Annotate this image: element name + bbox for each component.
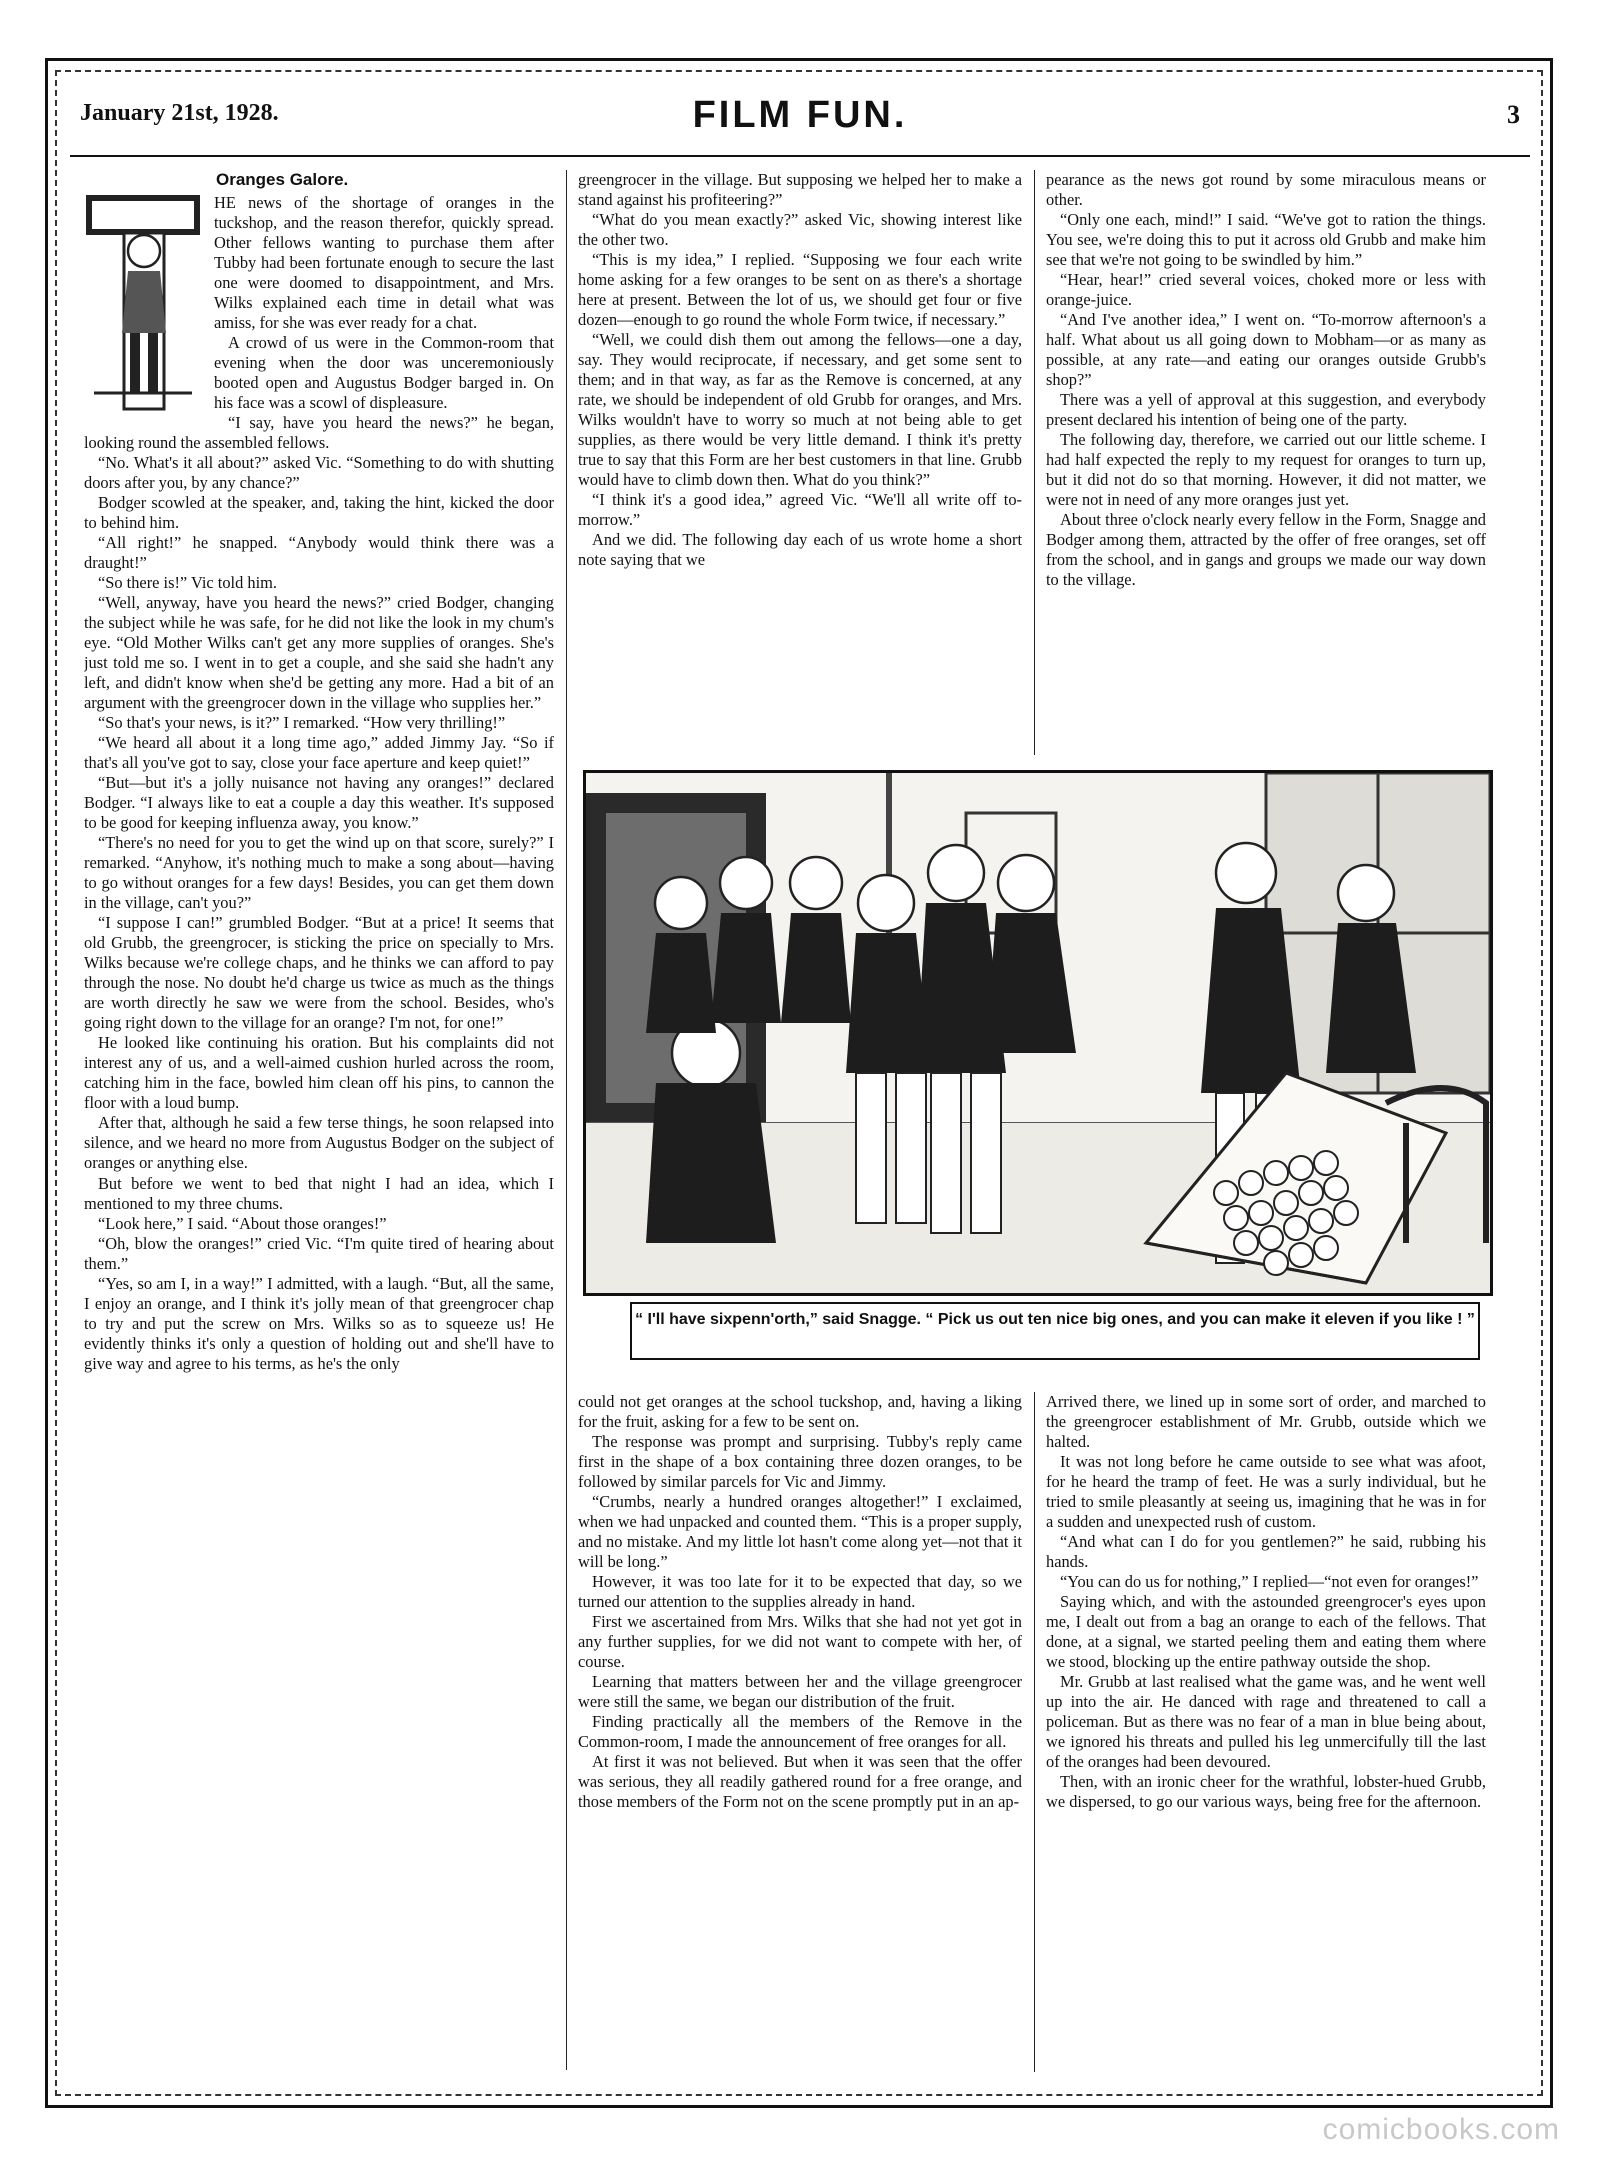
- paragraph: It was not long before he came outside to see what was afoot, for he heard the tramp of feet. He was a surly individual, but he tried to smile pleasantly at seeing us, imagining that he was in for a sudden and unexpected rush of custom.: [1046, 1452, 1486, 1532]
- publication-title: FILM FUN.: [692, 94, 908, 136]
- story-illustration: [583, 770, 1493, 1296]
- paragraph: “No. What's it all about?” asked Vic. “Something to do with shutting doors after you, by any chance?”: [84, 452, 554, 492]
- paragraph: “Look here,” I said. “About those oranges!”: [98, 1213, 387, 1233]
- paragraph: Saying which, and with the astounded greengrocer's eyes upon me, I dealt out from a bag an orange to each of the fellows. That done, at a signal, we started peeling them and eating them where we stood, blocking up the entire pathway outside the shop.: [1046, 1592, 1486, 1672]
- masthead-rule: [70, 155, 1530, 157]
- paragraph: About three o'clock nearly every fellow in the Form, Snagge and Bodger among them, attracted by the offer of free oranges, set off from the school, and in gangs and groups we made our way down to the village.: [1046, 510, 1486, 590]
- site-watermark: comicbooks.com: [1322, 2113, 1560, 2146]
- paragraph: “What do you mean exactly?” asked Vic, showing interest like the other two.: [578, 210, 1022, 250]
- issue-date: January 21st, 1928.: [80, 100, 279, 126]
- paragraph: “All right!” he snapped. “Anybody would think there was a draught!”: [84, 533, 554, 573]
- story-column-2: [578, 170, 1022, 755]
- paragraph: However, it was too late for it to be expected that day, so we turned our attention to the supplies already in hand.: [578, 1572, 1022, 1612]
- paragraph: At first it was not believed. But when it was seen that the offer was serious, they all readily gathered round for a free orange, and those members of the Form not on the scene promptly put in an ap-: [578, 1752, 1022, 1812]
- illustration-drawing: [586, 773, 1490, 1293]
- paragraph: HE news of the shortage of oranges in the tuckshop, and the reason therefor, quickly spread. Other fellows wanting to purchase them after Tubby had been fortunate enough to secure the last one were doomed to disappointment, and Mrs. Wilks explained each time in detail what was amiss, for she was ever ready for a chat.: [214, 192, 554, 332]
- column-divider: [1034, 170, 1035, 755]
- paragraph: “And what can I do for you gentlemen?” he said, rubbing his hands.: [1046, 1532, 1486, 1572]
- paragraph: A crowd of us were in the Common-room that evening when the door was unceremoniously booted open and Augustus Bodger barged in. On his face was a scowl of displeasure.: [214, 332, 554, 412]
- paragraph: “Yes, so am I, in a way!” I admitted, with a laugh. “But, all the same, I enjoy an orange, and I think it's jolly mean of that greengrocer chap to try and put the screw on Mrs. Wilks so as to squeeze us! He evidently thinks it's only a question of holding out and she'll have to give way and agree to his terms, as he's the only: [84, 1273, 554, 1373]
- illustration-caption: “ I'll have sixpenn'orth,” said Snagge. “ Pick us out ten nice big ones, and you can make it eleven if you like ! ”: [630, 1302, 1480, 1360]
- story-column-1: [84, 170, 554, 2070]
- paragraph: Then, with an ironic cheer for the wrathful, lobster-hued Grubb, we dispersed, to go our various ways, being free for the afternoon.: [1046, 1772, 1486, 1812]
- paragraph: Bodger scowled at the speaker, and, taking the hint, kicked the door to behind him.: [84, 492, 554, 532]
- paragraph: First we ascertained from Mrs. Wilks that she had not yet got in any further supplies, for we did not want to compete with her, of course.: [578, 1612, 1022, 1672]
- paragraph: “Hear, hear!” cried several voices, choked more or less with orange-juice.: [1046, 270, 1486, 310]
- paragraph: “I say, have you heard the news?” he began, looking round the assembled fellows.: [84, 412, 554, 452]
- story-column-4: [578, 1392, 1022, 2072]
- paragraph: “Oh, blow the oranges!” cried Vic. “I'm quite tired of hearing about them.”: [84, 1233, 554, 1273]
- paragraph: But before we went to bed that night I had an idea, which I mentioned to my three chums.: [84, 1173, 554, 1213]
- dropcap-t-illustration: [84, 193, 202, 411]
- paragraph: “So that's your news, is it?” I remarked. “How very thrilling!”: [98, 713, 506, 733]
- column-divider: [566, 170, 567, 2070]
- page-number: 3: [1507, 100, 1520, 129]
- paragraph: Finding practically all the members of the Remove in the Common-room, I made the announcement of free oranges for all.: [578, 1712, 1022, 1752]
- paragraph: could not get oranges at the school tuckshop, and, having a liking for the fruit, asking for a few to be sent on.: [578, 1392, 1022, 1432]
- masthead: [80, 94, 1520, 140]
- paragraph: pearance as the news got round by some miraculous means or other.: [1046, 170, 1486, 210]
- paragraph: “I suppose I can!” grumbled Bodger. “But at a price! It seems that old Grubb, the greengrocer, is sticking the price on specially to Mrs. Wilks because we're college chaps, and he thinks we can afford to pay through the nose. No doubt he'd charge us twice as much as the things are worth directly he saw we were from the school. Besides, who's going right down to the village for an orange? I'm not, for one!”: [84, 913, 554, 1033]
- story-column-3: [1046, 170, 1486, 755]
- paragraph: There was a yell of approval at this suggestion, and everybody present declared his intention of being one of the party.: [1046, 390, 1486, 430]
- paragraph: Mr. Grubb at last realised what the game was, and he went well up into the air. He danced with rage and threatened to call a policeman. But as there was no fear of a man in blue being about, we ignored his threats and pulled his leg unmercifully till the last of the oranges had been devoured.: [1046, 1672, 1486, 1772]
- paragraph: He looked like continuing his oration. But his complaints did not interest any of us, and a well-aimed cushion hurled across the room, catching him in the face, bowled him clean off his pins, to cannon the floor with a loud bump.: [84, 1033, 554, 1113]
- paragraph: Learning that matters between her and the village greengrocer were still the same, we began our distribution of the fruit.: [578, 1672, 1022, 1712]
- paragraph: “We heard all about it a long time ago,” added Jimmy Jay. “So if that's all you've got to say, close your face aperture and keep quiet!”: [84, 733, 554, 773]
- paragraph: “This is my idea,” I replied. “Supposing we four each write home asking for a few oranges to be sent on as there's a shortage here at present. Between the lot of us, we should get four or five dozen—enough to go round the whole Form twice, if necessary.”: [578, 250, 1022, 330]
- paragraph: “You can do us for nothing,” I replied—“not even for oranges!”: [1060, 1572, 1479, 1592]
- paragraph: After that, although he said a few terse things, he soon relapsed into silence, and we heard no more from Augustus Bodger on the subject of oranges or anything else.: [84, 1113, 554, 1173]
- paragraph: “Only one each, mind!” I said. “We've got to ration the things. You see, we're doing this to put it across old Grubb and make him see that we're not going to be swindled by him.”: [1046, 210, 1486, 270]
- paragraph: Arrived there, we lined up in some sort of order, and marched to the greengrocer establishment of Mr. Grubb, outside which we halted.: [1046, 1392, 1486, 1452]
- column-divider: [1034, 1392, 1035, 2072]
- paragraph: “There's no need for you to get the wind up on that score, surely?” I remarked. “Anyhow, it's nothing much to make a song about—having to go without oranges for a few days! Besides, you can get them down in the village, can't you?”: [84, 833, 554, 913]
- paragraph: “I think it's a good idea,” agreed Vic. “We'll all write off to-morrow.”: [578, 490, 1022, 530]
- paragraph: The following day, therefore, we carried out our little scheme. I had half expected the reply to my request for oranges to turn up, but it did not do so that morning. However, it did not matter, we were not in need of any more oranges just yet.: [1046, 430, 1486, 510]
- paragraph: The response was prompt and surprising. Tubby's reply came first in the shape of a box containing three dozen oranges, to be followed by similar parcels for Vic and Jimmy.: [578, 1432, 1022, 1492]
- paragraph: “Crumbs, nearly a hundred oranges altogether!” I exclaimed, when we had unpacked and counted them. “This is a proper supply, and no mistake. And my little lot hasn't come along yet—not that it will be long.”: [578, 1492, 1022, 1572]
- paragraph: “Well, anyway, have you heard the news?” cried Bodger, changing the subject while he was safe, for he did not like the look in my chum's eye. “Old Mother Wilks can't get any more supplies of oranges. She's just told me so. I went in to get a couple, and she said she hadn't any left, and didn't know when she'd be getting any more. Had a bit of an argument with the greengrocer down in the village who supplies her.”: [84, 593, 554, 713]
- story-column-5: [1046, 1392, 1486, 2072]
- paragraph: greengrocer in the village. But supposing we helped her to make a stand against his profiteering?”: [578, 170, 1022, 210]
- paragraph: “So there is!” Vic told him.: [98, 573, 277, 593]
- story-heading: Oranges Galore.: [216, 170, 349, 189]
- paragraph: “But—but it's a jolly nuisance not having any oranges!” declared Bodger. “I always like to eat a couple a day this weather. It's supposed to be good for keeping influenza away, you know.”: [84, 773, 554, 833]
- paragraph: “Well, we could dish them out among the fellows—one a day, say. They would reciprocate, if necessary, and get some sent to them; and in that way, as far as the Remove is concerned, at any rate, we should be independent of old Grubb for oranges, and Mrs. Wilks wouldn't have to worry so much at not being able to get supplies, as there would be very little demand. I think it's pretty true to say that this Form are her best customers in that line. Grubb would have to climb down then. What do you think?”: [578, 330, 1022, 490]
- paragraph: And we did. The following day each of us wrote home a short note saying that we: [578, 530, 1022, 570]
- paragraph: “And I've another idea,” I went on. “To-morrow afternoon's a half. What about us all going down to Mobham—or as many as possible, at any rate—and eating our oranges outside Grubb's shop?”: [1046, 310, 1486, 390]
